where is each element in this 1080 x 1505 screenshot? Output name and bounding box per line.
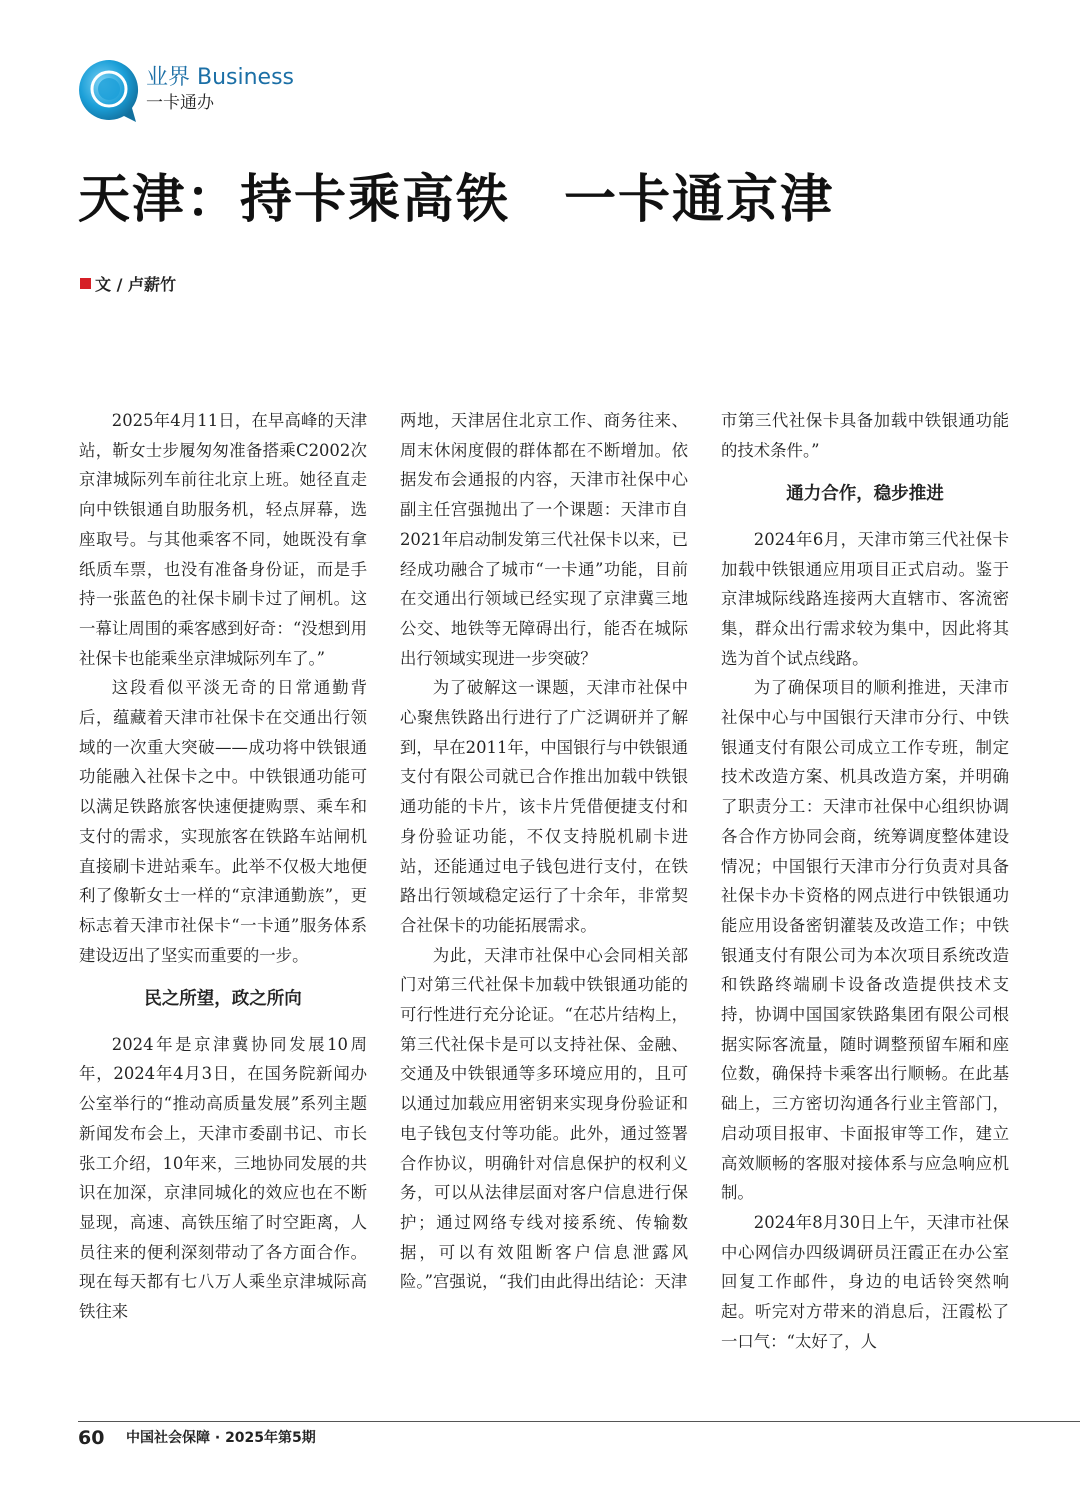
text-column-1 xyxy=(79,406,367,1406)
text-column-2 xyxy=(400,406,688,1406)
paragraph: 这段看似平淡无奇的日常通勤背后，蕴藏着天津市社保卡在交通出行领域的一次重大突破——成功将中铁银通功能融入社保卡之中。中铁银通功能可以满足铁路旅客快速便捷购票、乘车和支付的需求，实现旅客在铁路车站闸机直接刷卡进站乘车。此举不仅极大地便利了像靳女士一样的“京津通勤族”，更标志着天津市社保卡“一卡通”服务体系建设迈出了坚实而重要的一步。 xyxy=(79,678,367,965)
article-title: 天津：持卡乘高铁 一卡通京津 xyxy=(78,170,835,230)
paragraph: 2024年6月，天津市第三代社保卡加载中铁银通应用项目正式启动。鉴于京津城际线路连接两大直辖市、客流密集，群众出行需求较为集中，因此将其选为首个试点线路。 xyxy=(721,529,1009,668)
paragraph: 2024年8月30日上午，天津市社保中心网信办四级调研员汪霞正在办公室回复工作邮件，身边的电话铃突然响起。听完对方带来的消息后，汪霞松了一口气：“太好了，人 xyxy=(721,1212,1009,1351)
section-heading: 民之所望，政之所向 xyxy=(144,989,302,1010)
paragraph: 2025年4月11日，在早高峰的天津站，靳女士步履匆匆准备搭乘C2002次京津城际列车前往北京上班。她径直走向中铁银通自助服务机，轻点屏幕，选座取号。与其他乘客不同，她既没有拿纸质车票，也没有准备身份证，而是手持一张蓝色的社保卡刷卡过了闸机。这一幕让周围的乘客感到好奇：“没想到用社保卡也能乘坐京津城际列车了。” xyxy=(79,411,367,668)
section-logo-icon xyxy=(78,58,142,124)
paragraph: 2024年是京津冀协同发展10周年，2024年4月3日，在国务院新闻办公室举行的“推动高质量发展”系列主题新闻发布会上，天津市委副书记、市长张工介绍，10年来，三地协同发展的共识在加深，京津同城化的效应也在不断显现，高速、高铁压缩了时空距离，人员往来的便利深刻带动了各方面合作。现在每天都有七八万人乘坐京津城际高铁往来 xyxy=(79,1034,367,1322)
section-heading: 通力合作，稳步推进 xyxy=(786,484,944,505)
author: 文 / 卢薪竹 xyxy=(95,275,176,294)
section-label: 业界 Business xyxy=(146,65,295,90)
byline xyxy=(80,272,176,295)
paragraph: 为了确保项目的顺利推进，天津市社保中心与中国银行天津市分行、中铁银通支付有限公司成立工作专班，制定技术改造方案、机具改造方案，并明确了职责分工：天津市社保中心组织协调各合作方协同会商，统筹调度整体建设情况；中国银行天津市分行负责对具备社保卡办卡资格的网点进行中铁银通功能应用设备密钥灌装及改造工作；中铁银通支付有限公司为本次项目系统改造和铁路终端刷卡设备改造提供技术支持，协调中国国家铁路集团有限公司根据实际客流量，随时调整预留车厢和座位数，确保持卡乘客出行顺畅。在此基础上，三方密切沟通各行业主管部门，启动项目报审、卡面报审等工作，建立高效顺畅的客服对接体系与应急响应机制。 xyxy=(721,678,1009,1203)
paragraph: 两地，天津居住北京工作、商务往来、周末休闲度假的群体都在不断增加。依据发布会通报的内容，天津市社保中心副主任宫强抛出了一个课题：天津市自2021年启动制发第三代社保卡以来，已经成功融合了城市“一卡通”功能，目前在交通出行领域已经实现了京津冀三地公交、地铁等无障碍出行，能否在城际出行领域实现进一步突破？ xyxy=(400,411,688,668)
text-column-3 xyxy=(721,406,1009,1406)
paragraph: 为此，天津市社保中心会同相关部门对第三代社保卡加载中铁银通功能的可行性进行充分论证。“在芯片结构上，第三代社保卡是可以支持社保、金融、交通及中铁银通等多环境应用的，且可以通过加载应用密钥来实现身份验证和电子钱包支付等功能。此外，通过签署合作协议，明确针对信息保护的权利义务，可以从法律层面对客户信息进行保护；通过网络专线对接系统、传输数据，可以有效阻断客户信息泄露风险。”宫强说，“我们由此得出结论：天津 xyxy=(400,945,688,1292)
byline-marker-icon xyxy=(80,278,91,289)
footer-rule xyxy=(78,1421,1080,1422)
subsection-label: 一卡通办 xyxy=(146,93,214,113)
journal-name: 中国社会保障 · 2025年第5期 xyxy=(126,1430,316,1446)
page-number: 60 xyxy=(78,1427,105,1449)
paragraph: 为了破解这一课题，天津市社保中心聚焦铁路出行进行了广泛调研并了解到，早在2011年，中国银行与中铁银通支付有限公司就已合作推出加载中铁银通功能的卡片，该卡片凭借便捷支付和身份验证功能，不仅支持脱机刷卡进站，还能通过电子钱包进行支付，在铁路出行领域稳定运行了十余年，非常契合社保卡的功能拓展需求。 xyxy=(400,678,688,935)
paragraph: 市第三代社保卡具备加载中铁银通功能的技术条件。” xyxy=(721,411,1009,460)
